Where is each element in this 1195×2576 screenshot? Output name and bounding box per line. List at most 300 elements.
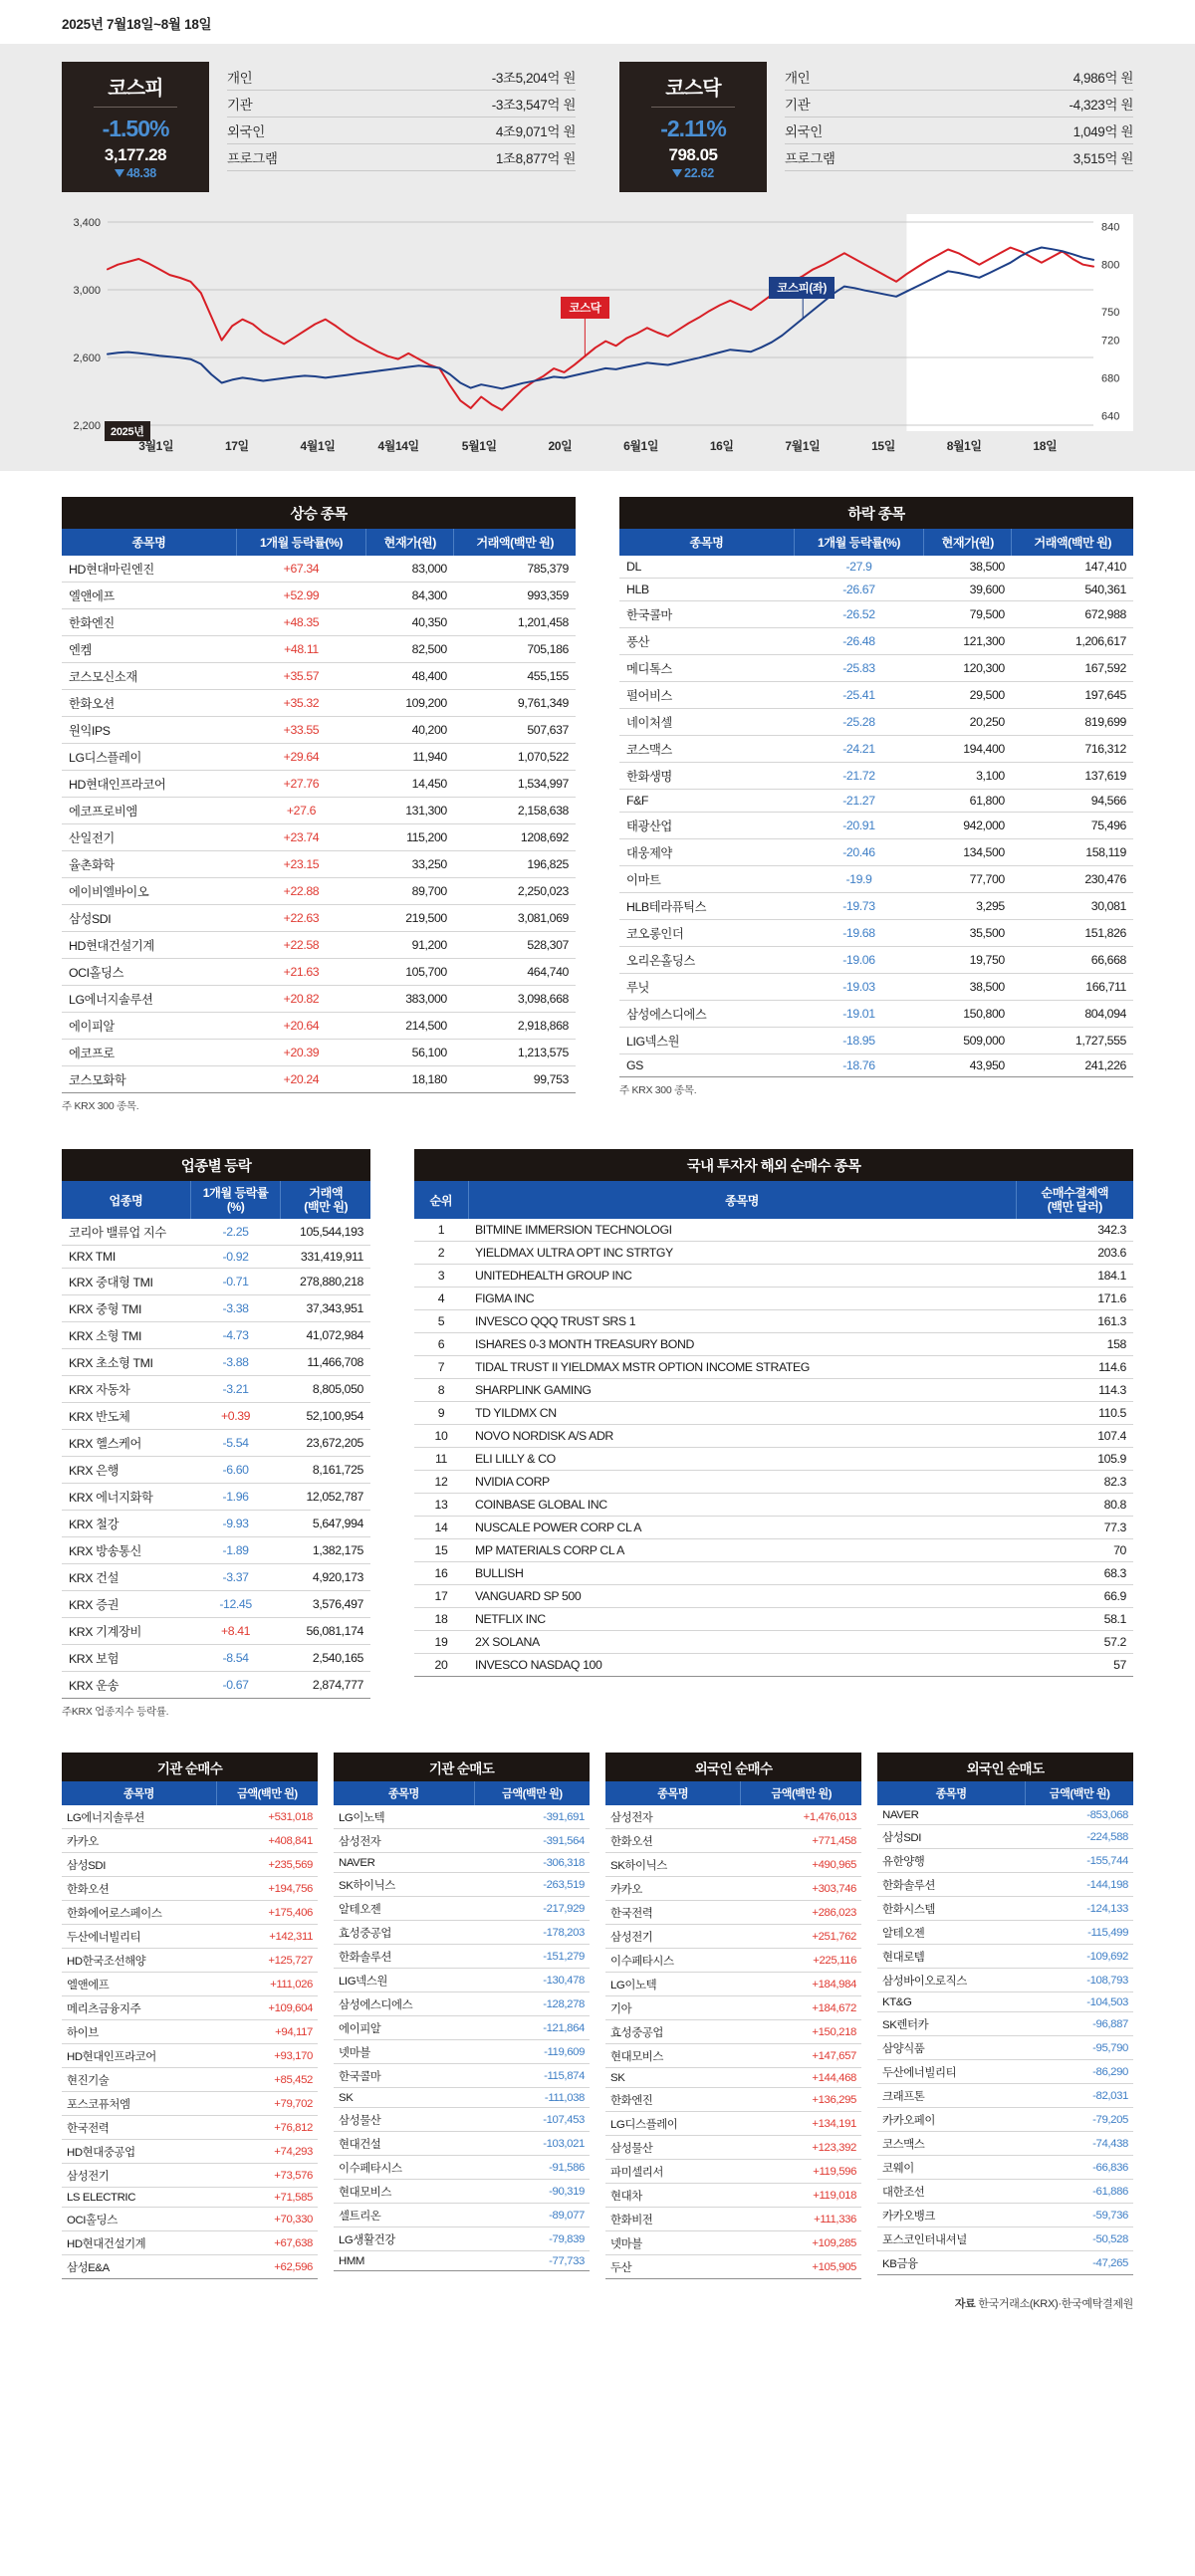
stock-name-cell: 현대건설 [334,2132,474,2156]
sector-table-body [62,1219,370,1699]
flow-table-body [62,1805,318,2279]
table-row [619,839,1133,866]
table-row [619,947,1133,974]
investor-flow-section [0,1719,1195,2279]
amount-cell: +175,406 [216,1901,318,1925]
stock-name-cell: 한화시스템 [877,1897,1026,1921]
stock-name-cell: SK하이닉스 [334,1873,474,1897]
net-buy-amount-cell: 57.2 [1016,1631,1133,1654]
change-pct-cell: -19.01 [794,1001,923,1028]
oversea-table-body [414,1219,1133,1677]
table-row [62,2164,318,2188]
table-row [62,851,576,878]
table-row [62,717,576,744]
stock-name-cell: 삼성E&A [62,2255,216,2279]
svg-text:3,400: 3,400 [73,217,101,229]
table-row [334,2180,590,2204]
table-row [619,682,1133,709]
table-row [619,920,1133,947]
stock-name-cell: 한화엔진 [605,2088,741,2112]
stock-name-cell: 현대로템 [877,1945,1026,1969]
stock-name-cell: 엘앤에프 [62,583,236,609]
sector-name-cell: KRX 초소형 TMI [62,1349,190,1376]
amount-cell: +125,727 [216,1949,318,1973]
sector-change-cell: -4.73 [190,1322,281,1349]
price-cell: 33,250 [365,851,453,878]
table-row [619,790,1133,813]
sector-volume-cell: 56,081,174 [281,1618,370,1645]
stock-name-cell: OCI홀딩스 [62,959,236,986]
amount-cell: -115,874 [474,2064,590,2088]
volume-cell: 1,534,997 [454,771,576,798]
table-row [605,2088,861,2112]
stock-name-cell: 율촌화학 [62,851,236,878]
table-row [619,601,1133,628]
change-pct-cell: +22.88 [236,878,365,905]
table-row [62,1853,318,1877]
table-row [334,1805,590,1829]
amount-cell: +74,293 [216,2140,318,2164]
investor-value: 1조8,877억 원 [495,151,576,166]
amount-cell: -115,499 [1026,1921,1133,1945]
price-cell: 383,000 [365,986,453,1013]
change-pct-cell: -20.46 [794,839,923,866]
table-row [619,736,1133,763]
stock-name-cell: 한화생명 [619,763,794,790]
table-row [62,1829,318,1853]
price-cell: 83,000 [365,556,453,583]
table-row [619,556,1133,579]
sector-col-change-line1: 1개월 등락률 [202,1186,269,1200]
amount-cell: +71,585 [216,2188,318,2208]
stock-name-cell: 삼성SDI [62,905,236,932]
sector-name-cell: KRX 철강 [62,1511,190,1537]
table-row [877,2036,1133,2060]
change-pct-cell: -25.41 [794,682,923,709]
table-row [414,1310,1133,1333]
rank-cell: 13 [414,1494,468,1517]
sector-name-cell: KRX 운송 [62,1672,190,1699]
rank-cell: 8 [414,1379,468,1402]
table-row [62,556,576,583]
amount-cell: -217,929 [474,1897,590,1921]
stock-name-cell: HLB [619,579,794,601]
stock-name-cell: 삼성전자 [605,1805,741,1829]
source-label: 자료 [954,2298,976,2311]
stock-name-cell: 한화엔진 [62,609,236,636]
stock-name-cell: 삼성물산 [334,2108,474,2132]
price-cell: 115,200 [365,824,453,851]
svg-text:2,600: 2,600 [73,352,101,364]
table-row [619,893,1133,920]
table-row [414,1494,1133,1517]
stock-name-cell: 이마트 [619,866,794,893]
ticker-name-cell: BULLISH [468,1562,1016,1585]
change-pct-cell: +22.63 [236,905,365,932]
volume-cell: 167,592 [1012,655,1133,682]
change-pct-cell: -19.9 [794,866,923,893]
stock-name-cell: HLB테라퓨틱스 [619,893,794,920]
rank-cell: 19 [414,1631,468,1654]
net-buy-amount-cell: 70 [1016,1539,1133,1562]
table-row [414,1654,1133,1677]
sector-name-cell: KRX 반도체 [62,1403,190,1430]
volume-cell: 1,070,522 [454,744,576,771]
amount-cell: -90,319 [474,2180,590,2204]
price-cell: 214,500 [365,1013,453,1040]
stock-name-cell: 코웨이 [877,2156,1026,2180]
change-pct-cell: -26.48 [794,628,923,655]
index-card-kosdaq [619,62,1133,192]
amount-cell: +85,452 [216,2068,318,2092]
table-row [605,1901,861,1925]
change-pct-cell: -21.27 [794,790,923,813]
column-header-0: 종목명 [62,529,236,556]
table-row [605,1853,861,1877]
table-row [62,1591,370,1618]
table-row [62,1672,370,1699]
stock-name-cell: 파미셀리서 [605,2160,741,2184]
volume-cell: 3,098,668 [454,986,576,1013]
volume-cell: 804,094 [1012,1001,1133,1028]
table-row [605,1805,861,1829]
sector-volume-cell: 105,544,193 [281,1219,370,1246]
amount-cell: -47,265 [1026,2251,1133,2275]
sector-change-cell: -3.38 [190,1295,281,1322]
sector-change-cell: -1.89 [190,1537,281,1564]
ticker-name-cell: COINBASE GLOBAL INC [468,1494,1016,1517]
table-row [877,1825,1133,1849]
sector-name-cell: KRX TMI [62,1246,190,1269]
stock-name-cell: LG에너지솔루션 [62,986,236,1013]
sector-change-cell: -2.25 [190,1219,281,1246]
ticker-name-cell: UNITEDHEALTH GROUP INC [468,1265,1016,1288]
price-cell: 89,700 [365,878,453,905]
change-pct-cell: -20.91 [794,813,923,839]
volume-cell: 528,307 [454,932,576,959]
table-row [619,813,1133,839]
stock-name-cell: 한국콜마 [619,601,794,628]
rank-cell: 6 [414,1333,468,1356]
index-line-chart [62,214,1133,431]
stock-name-cell: 한국전력 [62,2116,216,2140]
table-row [605,2160,861,2184]
price-cell: 84,300 [365,583,453,609]
oversea-col-name: 종목명 [468,1181,1016,1219]
column-header-1: 1개월 등락률(%) [794,529,923,556]
table-row [62,959,576,986]
amount-cell: +62,596 [216,2255,318,2279]
stock-name-cell: 에이피알 [62,1013,236,1040]
table-row [414,1333,1133,1356]
price-cell: 40,350 [365,609,453,636]
amount-cell: +303,746 [741,1877,861,1901]
amount-cell: +194,756 [216,1877,318,1901]
stock-name-cell: 삼성SDI [877,1825,1026,1849]
ticker-name-cell: ISHARES 0-3 MONTH TREASURY BOND [468,1333,1016,1356]
stock-name-cell: 셀트리온 [334,2204,474,2227]
stock-name-cell: 코스맥스 [619,736,794,763]
table-row [62,1066,576,1093]
stock-name-cell: 현대모비스 [334,2180,474,2204]
sector-oversea-section [0,1113,1195,1719]
investor-label: 개인 [785,71,811,86]
sector-volume-cell: 37,343,951 [281,1295,370,1322]
table-row [619,1001,1133,1028]
change-pct-cell: +67.34 [236,556,365,583]
price-cell: 219,500 [365,905,453,932]
investor-value: -3조3,547억 원 [491,98,576,113]
stock-name-cell: 하이브 [62,2020,216,2044]
amount-cell: +134,191 [741,2112,861,2136]
volume-cell: 1,213,575 [454,1040,576,1066]
amount-cell: +93,170 [216,2044,318,2068]
flow-table [605,1781,861,2279]
ticker-name-cell: MP MATERIALS CORP CL A [468,1539,1016,1562]
column-header-0: 종목명 [62,1781,216,1805]
rank-cell: 1 [414,1219,468,1242]
stock-name-cell: 한화솔루션 [334,1945,474,1969]
table-row [414,1471,1133,1494]
investor-label: 프로그램 [785,151,836,166]
volume-cell: 2,158,638 [454,798,576,824]
amount-cell: +184,984 [741,1973,861,1996]
stock-name-cell: 알테오젠 [877,1921,1026,1945]
table-row [877,2108,1133,2132]
change-pct-cell: -19.73 [794,893,923,920]
price-cell: 77,700 [923,866,1011,893]
volume-cell: 151,826 [1012,920,1133,947]
amount-cell: -79,205 [1026,2108,1133,2132]
column-header-1: 금액(백만 원) [1026,1781,1133,1805]
kosdaq-change-abs [672,166,714,180]
change-pct-cell: +52.99 [236,583,365,609]
table-row [62,1322,370,1349]
change-pct-cell: -18.76 [794,1054,923,1077]
table-row [62,905,576,932]
table-row [62,1511,370,1537]
hero-section [0,44,1195,471]
table-row [334,2251,590,2271]
stock-name-cell: HMM [334,2251,474,2271]
stock-name-cell: LG이노텍 [334,1805,474,1829]
stock-name-cell: 카카오 [62,1829,216,1853]
table-row [619,866,1133,893]
amount-cell: +490,965 [741,1853,861,1877]
amount-cell: -82,031 [1026,2084,1133,2108]
change-pct-cell: +23.74 [236,824,365,851]
table-row [877,1805,1133,1825]
volume-cell: 196,825 [454,851,576,878]
stock-name-cell: HD현대인프라코어 [62,2044,216,2068]
table-row [619,628,1133,655]
svg-text:720: 720 [1101,335,1120,348]
amount-cell: +225,116 [741,1949,861,1973]
net-buy-amount-cell: 82.3 [1016,1471,1133,1494]
kospi-change-abs [115,166,156,180]
change-pct-cell: +35.32 [236,690,365,717]
amount-cell: +251,762 [741,1925,861,1949]
stock-name-cell: 한국전력 [605,1901,741,1925]
index-cards [0,44,1195,196]
flow-block-0 [62,1753,318,2279]
investor-value: -4,323억 원 [1069,98,1133,113]
table-row [414,1448,1133,1471]
volume-cell: 66,668 [1012,947,1133,974]
stock-name-cell: 카카오페이 [877,2108,1026,2132]
table-row [619,974,1133,1001]
table-row [334,1921,590,1945]
amount-cell: -128,278 [474,1992,590,2016]
stock-name-cell: HD현대건설기계 [62,2231,216,2255]
table-row [62,1484,370,1511]
volume-cell: 166,711 [1012,974,1133,1001]
stock-name-cell: 현대모비스 [605,2044,741,2068]
net-buy-amount-cell: 77.3 [1016,1517,1133,1539]
falling-table-body [619,556,1133,1077]
x-axis-tick: 4월1일 [300,439,336,453]
table-row [334,2064,590,2088]
stock-name-cell: HD한국조선해양 [62,1949,216,1973]
table-row [62,583,576,609]
stock-name-cell: 두산 [605,2255,741,2279]
stock-name-cell: 대웅제약 [619,839,794,866]
table-row [62,2231,318,2255]
table-row [62,2044,318,2068]
investor-value: 1,049억 원 [1073,124,1133,139]
falling-stocks-block [619,497,1133,1113]
x-axis-tick: 16일 [709,439,734,453]
table-row [62,1349,370,1376]
svg-text:640: 640 [1101,410,1120,423]
stock-name-cell: 삼성SDI [62,1853,216,1877]
amount-cell: +771,458 [741,1829,861,1853]
kospi-name: 코스피 [94,72,177,108]
stock-name-cell: 삼성전기 [605,1925,741,1949]
stock-name-cell: 메리츠금융지주 [62,1996,216,2020]
sector-name-cell: KRX 증권 [62,1591,190,1618]
rank-cell: 12 [414,1471,468,1494]
amount-cell: -853,068 [1026,1805,1133,1825]
stock-name-cell: 삼양식품 [877,2036,1026,2060]
table-row [414,1585,1133,1608]
table-header-row [62,1181,370,1219]
sector-name-cell: KRX 에너지화학 [62,1484,190,1511]
sector-col-volume-line2: (백만 원) [304,1200,349,1215]
table-row [605,2255,861,2279]
kosdaq-change-number: 22.62 [684,166,714,180]
volume-cell: 819,699 [1012,709,1133,736]
investor-row [227,64,576,91]
amount-cell: +531,018 [216,1805,318,1829]
volume-cell: 672,988 [1012,601,1133,628]
amount-cell: +142,311 [216,1925,318,1949]
price-cell: 121,300 [923,628,1011,655]
investor-label: 외국인 [227,124,265,139]
amount-cell: -111,038 [474,2088,590,2108]
amount-cell: +105,905 [741,2255,861,2279]
amount-cell: +144,468 [741,2068,861,2088]
oversea-table [414,1181,1133,1677]
volume-cell: 241,226 [1012,1054,1133,1077]
flow-block-2 [605,1753,861,2279]
ticker-name-cell: VANGUARD SP 500 [468,1585,1016,1608]
price-cell: 134,500 [923,839,1011,866]
amount-cell: +111,026 [216,1973,318,1996]
amount-cell: +73,576 [216,2164,318,2188]
investor-label: 프로그램 [227,151,278,166]
table-row [877,1849,1133,1873]
investor-label: 외국인 [785,124,823,139]
stock-name-cell: 두산에너빌리티 [877,2060,1026,2084]
investor-value: 4조9,071억 원 [495,124,576,139]
table-row [605,1949,861,1973]
net-buy-amount-cell: 184.1 [1016,1265,1133,1288]
table-row [334,2156,590,2180]
table-row [62,663,576,690]
sector-name-cell: 코리아 밸류업 지수 [62,1219,190,1246]
stock-name-cell: 코오롱인더 [619,920,794,947]
ticker-name-cell: NVIDIA CORP [468,1471,1016,1494]
amount-cell: -224,588 [1026,1825,1133,1849]
table-row [877,1897,1133,1921]
investor-row [785,144,1133,171]
net-buy-amount-cell: 110.5 [1016,1402,1133,1425]
stock-name-cell: 펄어비스 [619,682,794,709]
stock-name-cell: 오리온홀딩스 [619,947,794,974]
kosdaq-value: 798.05 [668,145,718,164]
falling-note: 주 KRX 300 종목. [619,1084,697,1096]
table-row [334,2108,590,2132]
stock-name-cell: 엘앤에프 [62,1973,216,1996]
flow-title: 기관 순매수 [62,1753,318,1781]
amount-cell: -107,453 [474,2108,590,2132]
stock-name-cell: 한화오션 [62,690,236,717]
amount-cell: +94,117 [216,2020,318,2044]
rank-cell: 10 [414,1425,468,1448]
table-header-row [62,529,576,556]
price-cell: 509,000 [923,1028,1011,1054]
net-buy-amount-cell: 114.6 [1016,1356,1133,1379]
table-row [334,1853,590,1873]
ticker-name-cell: SHARPLINK GAMING [468,1379,1016,1402]
sector-volume-cell: 5,647,994 [281,1511,370,1537]
x-axis-tick: 7월1일 [785,439,821,453]
column-header-2: 현재가(원) [365,529,453,556]
table-row [334,2088,590,2108]
table-row [877,2251,1133,2275]
change-pct-cell: +48.35 [236,609,365,636]
table-row [62,1645,370,1672]
svg-text:2,200: 2,200 [73,420,101,431]
sector-volume-cell: 2,874,777 [281,1672,370,1699]
chart-year-badge: 2025년 [105,421,150,441]
stock-name-cell: 삼성에스디에스 [619,1001,794,1028]
volume-cell: 1208,692 [454,824,576,851]
stock-name-cell: 현진기술 [62,2068,216,2092]
table-row [62,824,576,851]
investor-row [227,144,576,171]
table-row [877,2084,1133,2108]
table-row [877,1992,1133,2012]
net-buy-amount-cell: 107.4 [1016,1425,1133,1448]
change-pct-cell: -21.72 [794,763,923,790]
stock-name-cell: LIG넥스원 [334,1969,474,1992]
change-pct-cell: -26.67 [794,579,923,601]
stock-name-cell: 두산에너빌리티 [62,1925,216,1949]
table-row [62,2188,318,2208]
table-row [619,763,1133,790]
